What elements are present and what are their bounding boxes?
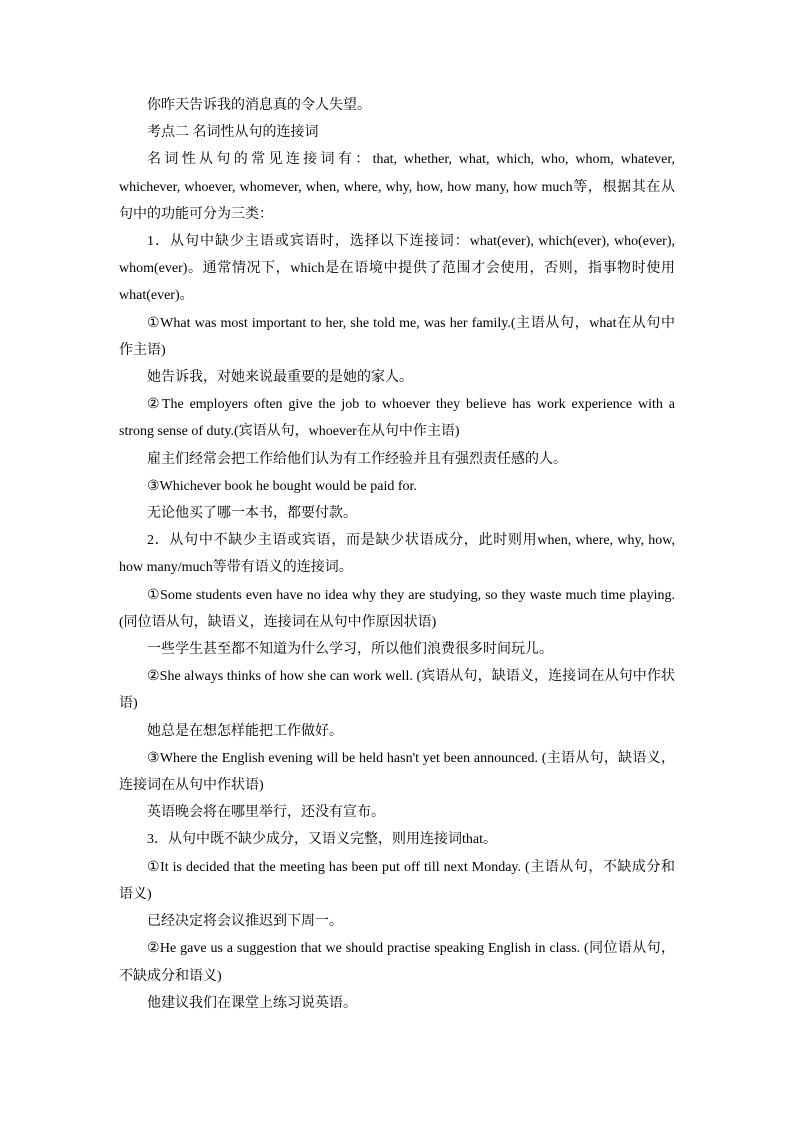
example-sentence: ②He gave us a suggestion that we should practise speaking English in class. (同位语从句，不缺成分和语义) [119,941,675,984]
example-sentence: ①Some students even have no idea why they are studying, so they waste much time playing.(同位语从句，缺语义，连接词在从句中作原因状语) [119,587,675,630]
example-translation: 英语晚会将在哪里举行，还没有宣布。 [147,805,385,821]
example-translation: 已经决定将会议推迟到下周一。 [147,914,343,930]
document-body [119,92,675,1017]
example-translation: 一些学生甚至都不知道为什么学习，所以他们浪费很多时间玩儿。 [147,642,553,658]
example-translation: 无论他买了哪一本书，都要付款。 [147,506,357,522]
example-translation: 雇主们经常会把工作给他们认为有工作经验并且有强烈责任感的人。 [147,451,567,467]
example-sentence: ②The employers often give the job to whoever they believe has work experience with a strong sense of duty.(宾语从句，whoever在从句中作主语) [119,397,675,440]
paragraph-rule-3: 3．从句中既不缺少成分，又语义完整，则用连接词that。 [147,832,497,848]
paragraph-intro: 名词性从句的常见连接词有：that, whether, what, which, who, whom, whatever, whichever, whoever, whomever, when, where, why, how, how many, how much等，根据其在从句中的功能可分为三类： [119,152,675,222]
example-sentence: ②She always thinks of how she can work well. (宾语从句，缺语义，连接词在从句中作状语) [119,669,675,712]
example-sentence: ③Whichever book he bought would be paid for. [147,478,417,494]
example-translation: 他建议我们在课堂上练习说英语。 [147,995,357,1011]
section-heading: 考点二 名词性从句的连接词 [147,125,319,141]
example-translation: 她总是在想怎样能把工作做好。 [147,723,343,739]
paragraph-translation: 你昨天告诉我的消息真的令人失望。 [147,98,371,113]
example-sentence: ①What was most important to her, she told me, was her family.(主语从句，what在从句中作主语) [119,315,675,358]
example-sentence: ①It is decided that the meeting has been put off till next Monday. (主语从句，不缺成分和语义) [119,859,675,902]
example-translation: 她告诉我，对她来说最重要的是她的家人。 [147,370,413,386]
paragraph-rule-1: 1．从句中缺少主语或宾语时，选择以下连接词：what(ever), which(ever), who(ever), whom(ever)。通常情况下，which是在语境中提供了范围才会使用，否则，指事物时使用what(ever)。 [119,234,675,304]
paragraph-rule-2: 2．从句中不缺少主语或宾语，而是缺少状语成分，此时则用when, where, why, how, how many/much等带有语义的连接词。 [119,533,675,576]
example-sentence: ③Where the English evening will be held hasn't yet been announced. (主语从句，缺语义，连接词在从句中作状语) [119,750,675,794]
